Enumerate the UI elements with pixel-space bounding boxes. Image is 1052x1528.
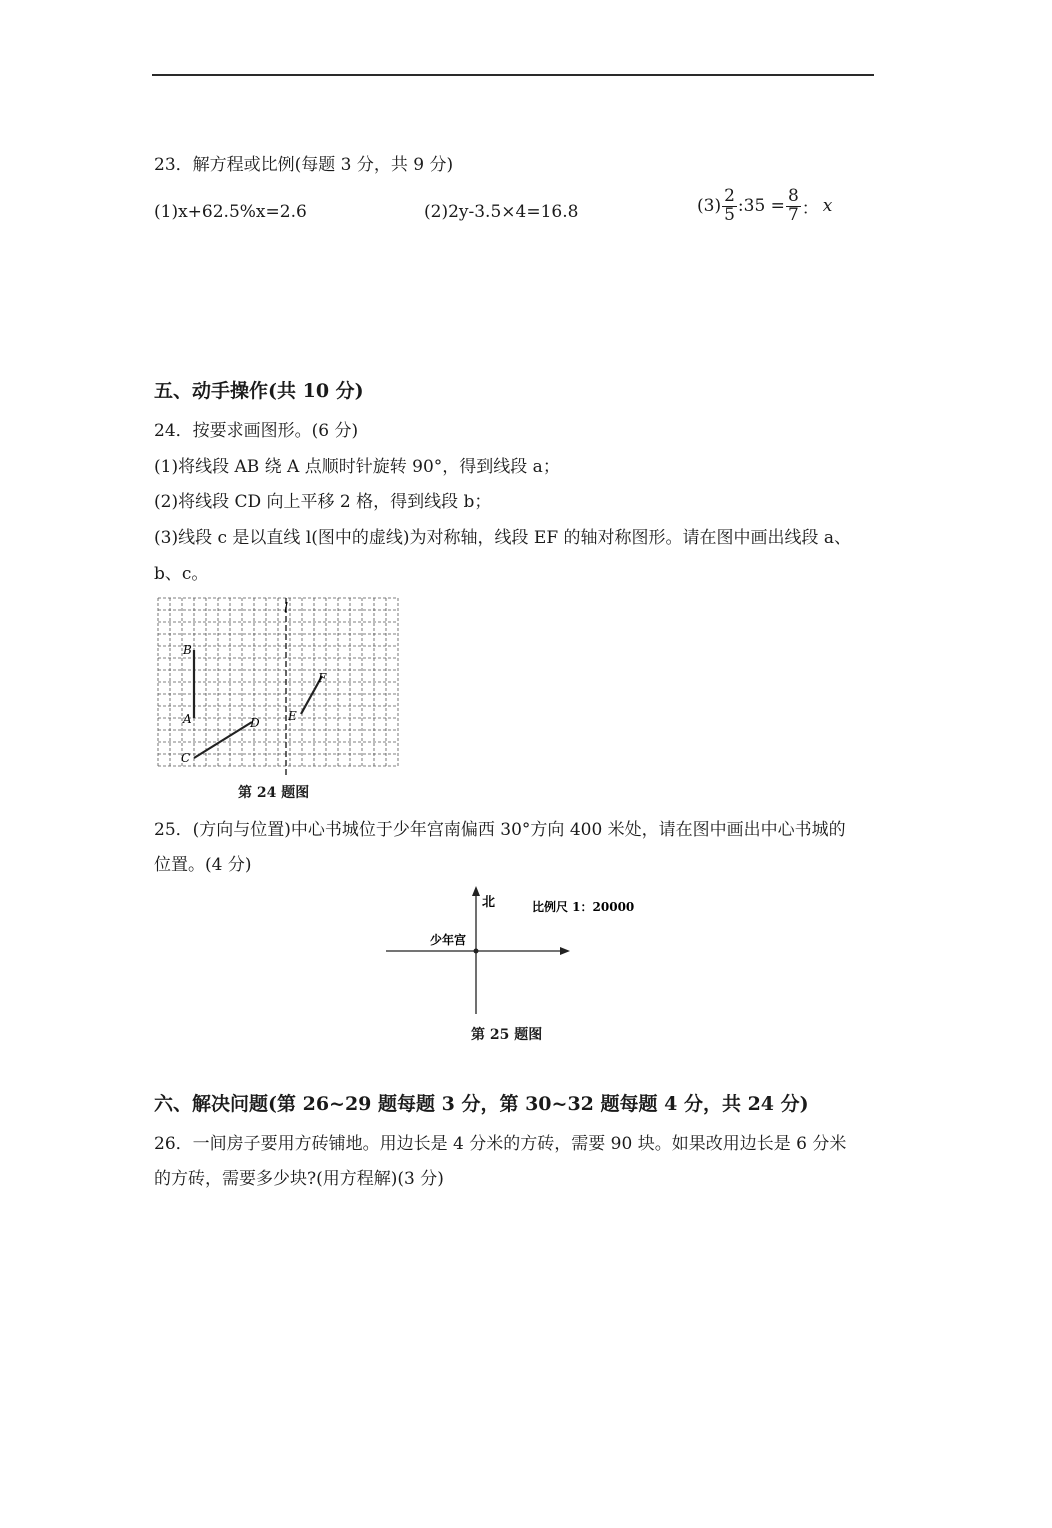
q24-line2: (2)将线段 CD 向上平移 2 格，得到线段 b； bbox=[154, 492, 492, 512]
north-arrow-icon bbox=[472, 886, 480, 896]
label-D: D bbox=[250, 716, 260, 730]
north-label: 北 bbox=[482, 895, 496, 910]
q23-part1: (1)x+62.5%x=2.6 bbox=[154, 202, 307, 222]
east-arrow-icon bbox=[560, 947, 570, 955]
q23-part2: (2)2y-3.5×4=16.8 bbox=[424, 202, 579, 222]
q23-p3-prefix: (3) bbox=[697, 196, 722, 217]
label-l: l bbox=[284, 601, 289, 616]
q23-p3-fraction-1 bbox=[722, 188, 737, 225]
q25-line1: 25．(方向与位置)中心书城位于少年宫南偏西 30°方向 400 米处，请在图中画出中心书城的 bbox=[154, 820, 846, 840]
q25-caption: 第 25 题图 bbox=[471, 1027, 543, 1043]
label-F: F bbox=[318, 671, 327, 685]
fraction-numerator: 8 bbox=[787, 186, 799, 206]
q23-p3-suffix: ： bbox=[801, 198, 819, 219]
q23-p3-fraction-2 bbox=[786, 188, 801, 225]
q24-line3: (3)线段 c 是以直线 l(图中的虚线)为对称轴，线段 EF 的轴对称图形。请在图中画出线段 a、 bbox=[154, 528, 852, 548]
origin-label: 少年宫 bbox=[430, 933, 467, 947]
fraction-denominator: 7 bbox=[787, 204, 799, 225]
label-A: A bbox=[183, 712, 192, 726]
q25-line2: 位置。(4 分) bbox=[154, 855, 252, 875]
q23-title: 23．解方程或比例(每题 3 分，共 9 分) bbox=[154, 155, 454, 175]
q23-part3 bbox=[697, 188, 832, 225]
section6-title: 六、解决问题(第 26~29 题每题 3 分，第 30~32 题每题 4 分，共 24 分) bbox=[154, 1093, 809, 1115]
q24-line1: (1)将线段 AB 绕 A 点顺时针旋转 90°，得到线段 a； bbox=[154, 457, 560, 477]
fraction-numerator: 2 bbox=[724, 186, 735, 206]
q24-caption: 第 24 题图 bbox=[238, 785, 310, 801]
scale-label: 比例尺 1：20000 bbox=[532, 900, 635, 914]
label-B: B bbox=[183, 643, 192, 657]
fraction-denominator: 5 bbox=[724, 204, 735, 225]
q23-p3-var: x bbox=[822, 196, 833, 217]
section5-title: 五、动手操作(共 10 分) bbox=[154, 380, 364, 402]
header-rule bbox=[152, 74, 874, 76]
q24-title: 24．按要求画图形。(6 分) bbox=[154, 421, 359, 441]
q23-p3-mid: :35 = bbox=[737, 196, 785, 217]
segment-CD bbox=[194, 722, 252, 758]
q24-grid-figure bbox=[150, 590, 412, 780]
origin-dot bbox=[474, 949, 479, 954]
q24-line4: b、c。 bbox=[154, 564, 209, 584]
q26-line2: 的方砖，需要多少块?(用方程解)(3 分) bbox=[154, 1169, 444, 1189]
q26-line1: 26．一间房子要用方砖铺地。用边长是 4 分米的方砖，需要 90 块。如果改用边长是 6 分米 bbox=[154, 1134, 847, 1154]
label-E: E bbox=[288, 709, 297, 723]
label-C: C bbox=[181, 751, 191, 765]
q25-direction-figure bbox=[380, 882, 680, 1022]
